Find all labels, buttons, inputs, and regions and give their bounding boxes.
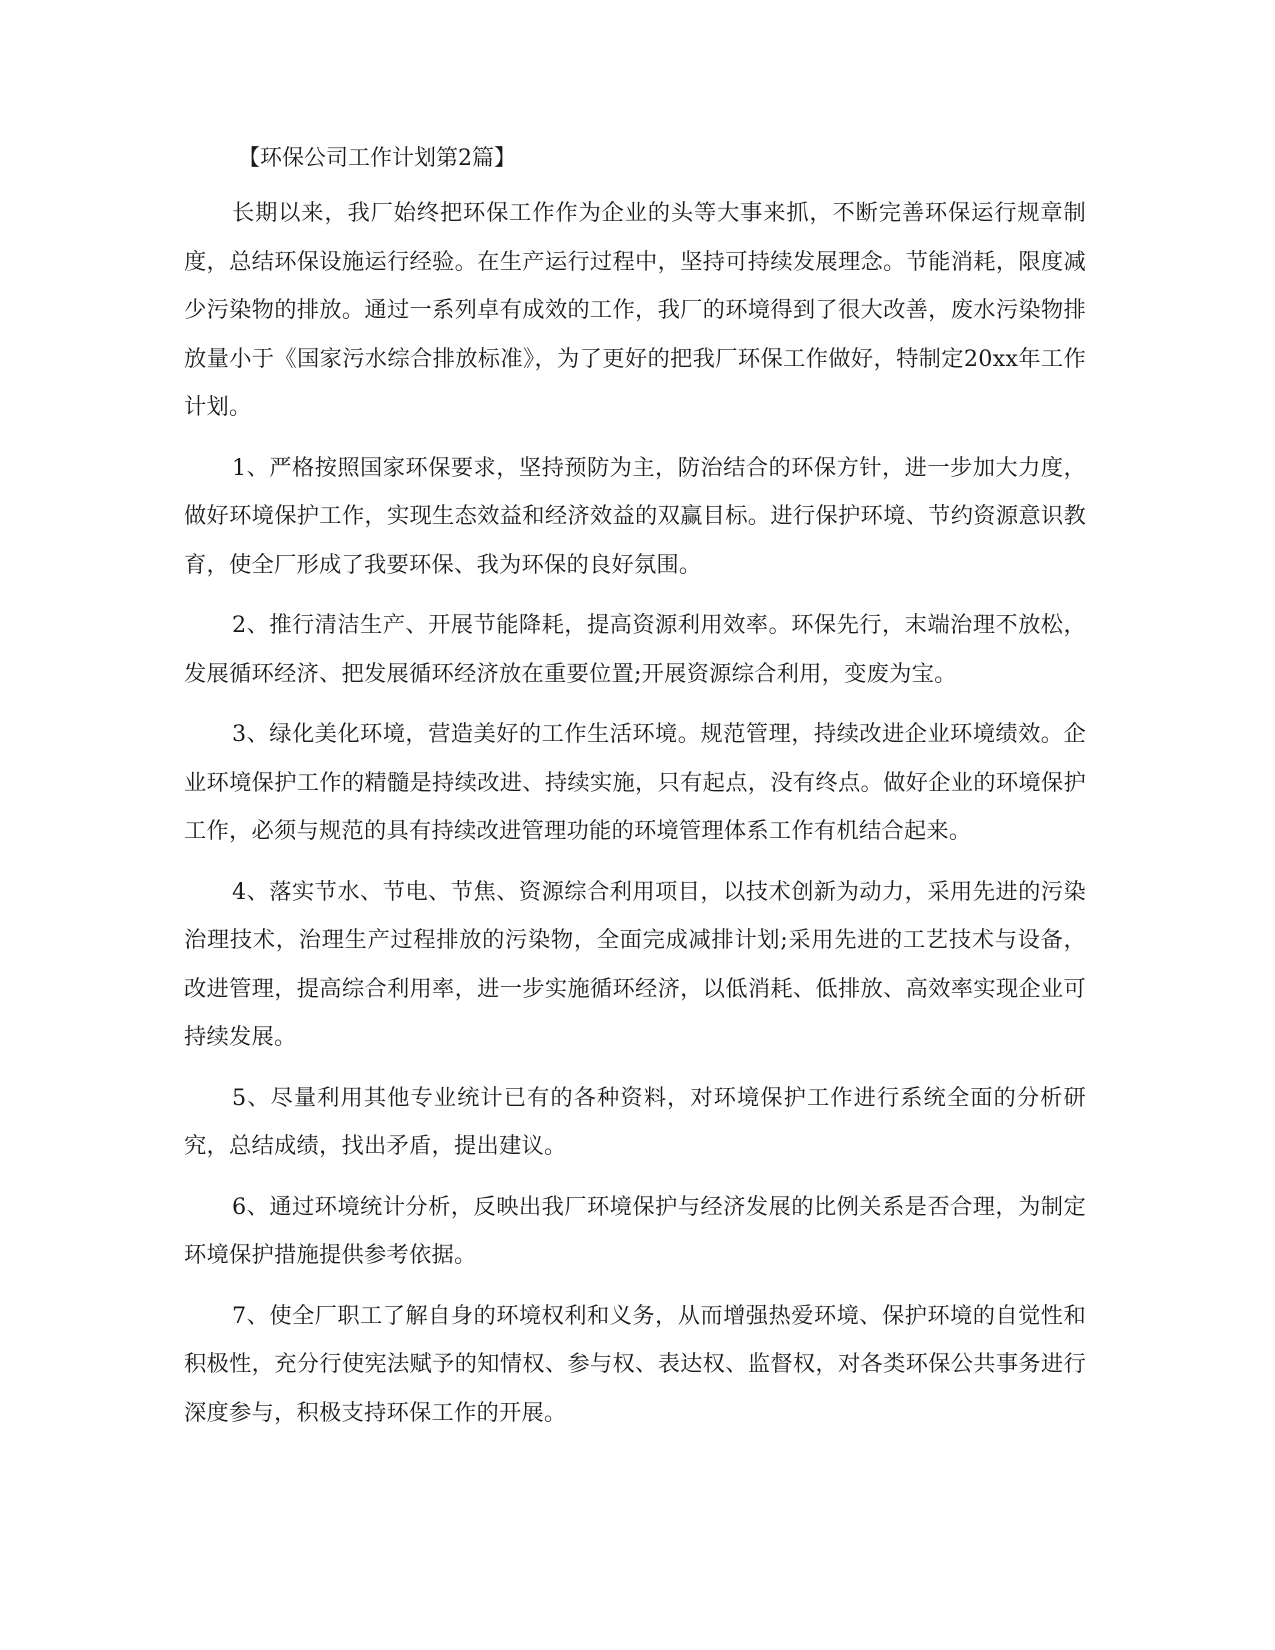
document-title: 【环保公司工作计划第2篇】 [238, 146, 516, 171]
plan-item-5: 5、尽量利用其他专业统计已有的各种资料，对环境保护工作进行系统全面的分析研究，总结成绩，找出矛盾，提出建议。 [184, 1084, 1086, 1159]
document-body [184, 141, 1086, 1449]
plan-item-4: 4、落实节水、节电、节焦、资源综合利用项目，以技术创新为动力，采用先进的污染治理技术，治理生产过程排放的污染物，全面完成减排计划;采用先进的工艺技术与设备，改进管理，提高综合利用率，进一步实施循环经济，以低消耗、低排放、高效率实现企业可持续发展。 [184, 878, 1086, 1050]
plan-item-7: 7、使全厂职工了解自身的环境权利和义务，从而增强热爱环境、保护环境的自觉性和积极性，充分行使宪法赋予的知情权、参与权、表达权、监督权，对各类环保公共事务进行深度参与，积极支持环保工作的开展。 [184, 1302, 1086, 1426]
intro-paragraph: 长期以来，我厂始终把环保工作作为企业的头等大事来抓，不断完善环保运行规章制度，总结环保设施运行经验。在生产运行过程中，坚持可持续发展理念。节能消耗，限度减少污染物的排放。通过一系列卓有成效的工作，我厂的环境得到了很大改善，废水污染物排放量小于《国家污水综合排放标准》，为了更好的把我厂环保工作做好，特制定20xx年工作计划。 [184, 200, 1086, 420]
plan-item-2: 2、推行清洁生产、开展节能降耗，提高资源利用效率。环保先行，末端治理不放松，发展循环经济、把发展循环经济放在重要位置;开展资源综合利用，变废为宝。 [184, 612, 1086, 687]
plan-item-6: 6、通过环境统计分析，反映出我厂环境保护与经济发展的比例关系是否合理，为制定环境保护措施提供参考依据。 [184, 1193, 1086, 1268]
plan-item-3: 3、绿化美化环境，营造美好的工作生活环境。规范管理，持续改进企业环境绩效。企业环境保护工作的精髓是持续改进、持续实施，只有起点，没有终点。做好企业的环境保护工作，必须与规范的具有持续改进管理功能的环境管理体系工作有机结合起来。 [184, 721, 1086, 844]
plan-item-1: 1、严格按照国家环保要求，坚持预防为主，防治结合的环保方针，进一步加大力度，做好环境保护工作，实现生态效益和经济效益的双赢目标。进行保护环境、节约资源意识教育，使全厂形成了我要环保、我为环保的良好氛围。 [184, 454, 1086, 578]
